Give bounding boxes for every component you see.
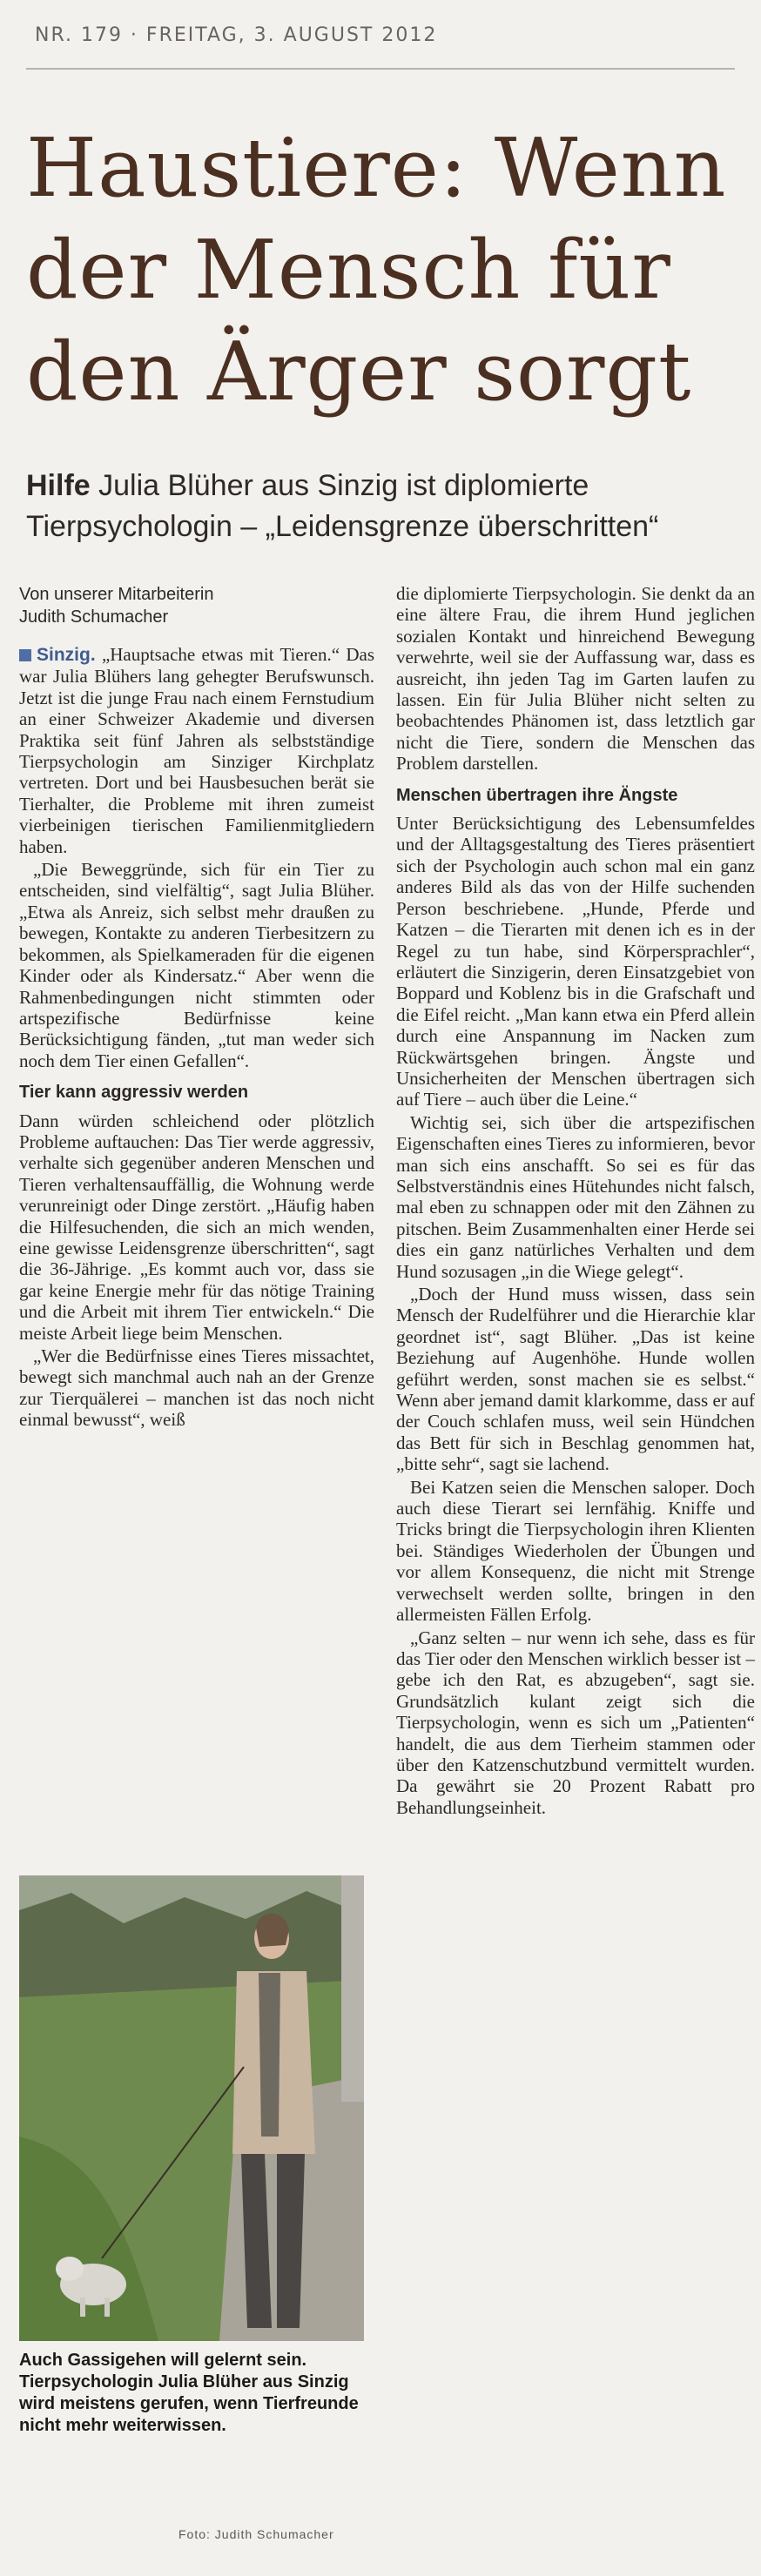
subheadline — [26, 466, 740, 547]
author-line-1: Von unserer Mitarbeiterin — [19, 585, 214, 604]
photo-woman-with-dog — [19, 1875, 364, 2341]
headline: Haustiere: Wenn der Mensch für den Ärger sorgt — [26, 121, 727, 419]
subhead-text: Julia Blüher aus Sinzig ist diplomierte Tierpsychologin – „Leidensgrenze überschritten“ — [26, 469, 659, 543]
paragraph-10: „Ganz selten – nur wenn ich sehe, dass es für das Tier oder den Menschen wirklich besser ist – gebe ich den Rat, es abzugeben“, sagt sie. Grundsätzlich kulant zeigt sich die Tierpsychologin, wenn es sich um „Patienten“ handelt, die aus dem Tierheim stammen oder über den Katzenschutzbund vermittelt wurden. Da gewährt sie 20 Prozent Rabatt pro Behandlungseinheit. — [396, 1627, 755, 1818]
location-marker-icon — [19, 649, 31, 661]
subhead-kicker: Hilfe — [26, 469, 91, 502]
paragraph-9: Bei Katzen seien die Menschen saloper. Doch auch diese Tierart sei lernfähig. Kniffe und Tricks bringt die Tierpsychologin ihren Klienten bei. Ständiges Wiederholen der Übungen und vor allem Konsequenz, die nicht mit Strenge verwechselt werden sollte, bringen in den allermeisten Fällen Erfolg. — [396, 1476, 755, 1626]
paragraph-2: „Die Beweggründe, sich für ein Tier zu entscheiden, sind vielfältig“, sagt Julia Blüher. „Etwa als Anreiz, sich selbst mehr draußen zu bewegen, Kontakte zu anderen Tierbesitzern zu bekommen, als Spielkameraden für die eigenen Kinder oder als Kindersatz.“ Aber wenn die Rahmenbedingungen nicht stimmten oder artspezifische Bedürfnisse keine Berücksichtigung fänden, „tut man weder sich noch dem Tier einen Gefallen“. — [19, 859, 374, 1071]
paragraph-3: Dann würden schleichend oder plötzlich Probleme auftauchen: Das Tier werde aggressiv, verhalte sich gegenüber anderen Menschen und Tieren verhaltensauffällig, die Wohnung werde verunreinigt oder Dinge zerstört. „Häufig haben die Hilfesuchenden, die sich an mich wenden, eine gewisse Leidensgrenze überschritten“, sagt die 36-Jährige. „Es kommt auch vor, dass sie gar keine Energie mehr für das nötige Training und die Arbeit mit ihrem Tier entwickeln.“ Die meiste Arbeit liege beim Menschen. — [19, 1110, 374, 1344]
paragraph-5: die diplomierte Tierpsychologin. Sie denkt da an eine ältere Frau, die ihrem Hund jeglichen sozialen Kontakt und hinreichend Bewegung verwehrte, weil sie der Auffassung war, dass es ausreicht, ihn jeden Tag im Garten laufen zu lassen. Ein für Julia Blüher nicht selten zu beobachtendes Phänomen ist, dass letztlich gar nicht die Tiere, sondern die Menschen das Problem darstellen. — [396, 583, 755, 775]
photo-credit: Foto: Judith Schumacher — [178, 2527, 334, 2541]
article-column-left — [19, 583, 374, 1432]
section-heading-2: Menschen übertragen ihre Ängste — [396, 785, 678, 805]
author-byline — [19, 583, 374, 628]
author-line-2: Judith Schumacher — [19, 607, 169, 627]
paragraph-8: „Doch der Hund muss wissen, dass sein Mensch der Rudelführer und die Hierarchie klar geordnet ist“, sagt Blüher. „Das ist keine Beziehung auf Augenhöhe. Hunde wollen geführt werden, sonst machen sie es selbst.“ Wenn aber jemand damit klarkomme, dass er auf der Couch schlafen muss, weil sein Hündchen das Bett für sich in Beschlag genommen hat, „bitte sehr“, sagt sie lachend. — [396, 1284, 755, 1475]
paragraph-1-text: „Hauptsache etwas mit Tieren.“ Das war Julia Blühers lang gehegter Berufswunsch. Jetzt ist die junge Frau nach einem Fernstudium an einer Schweizer Akademie und diversen Praktika seit fünf Jahren als selbstständige Tierpsychologin am Sinziger Kirchplatz vertreten. Dort und bei Hausbesuchen berät sie Tierhalter, die Probleme mit ihren zumeist vierbeinigen tierischen Familienmitgliedern haben. — [19, 644, 374, 857]
dateline: NR. 179 · FREITAG, 3. AUGUST 2012 — [35, 24, 438, 46]
photo-caption: Auch Gassigehen will gelernt sein. Tierpsychologin Julia Blüher aus Sinzig wird meistens gerufen, wenn Tierfreunde nicht mehr weiterwissen. — [19, 2351, 359, 2435]
paragraph-6: Unter Berücksichtigung des Lebensumfeldes und der Alltagsgestaltung des Tieres präsentiert sich der Psychologin auch schon mal ein ganz anderes Bild als das von der Hilfe suchenden Person beschriebene. „Hunde, Pferde und Katzen – die Tierarten mit denen ich es in der Regel zu tun habe, sind Körpersprachler“, erläutert die Sinzigerin, deren Einsatzgebiet von Boppard und Koblenz bis in die Grafschaft und die Eifel reicht. „Man kann etwa ein Pferd allein durch eine Anspannung im Nacken zum Rückwärtsgehen bringen. Ängste und Unsicherheiten der Menschen übertragen sich auf Tiere – auch über die Leine.“ — [396, 813, 755, 1110]
article-column-right — [396, 583, 755, 1820]
paragraph-1 — [19, 644, 374, 857]
paragraph-4: „Wer die Bedürfnisse eines Tieres missachtet, bewegt sich manchmal auch nah an der Grenze zur Tierquälerei – manchen ist das noch nicht einmal bewusst“, weiß — [19, 1345, 374, 1431]
header-rule — [26, 68, 735, 70]
location-tag: Sinzig. — [37, 645, 96, 665]
section-heading-1: Tier kann aggressiv werden — [19, 1083, 249, 1103]
paragraph-7: Wichtig sei, sich über die artspezifischen Eigenschaften eines Tieres zu informieren, bevor man sich eins anschafft. So sei es für das Selbstverständnis eines Hütehundes nicht falsch, mal eben zu schnappen oder mit den Zähnen zu pitschen. Beim Zusammenhalten einer Herde sei dies ein ganz natürliches Verhalten und dem Hund sozusagen „in die Wiege gelegt“. — [396, 1111, 755, 1282]
article-photo — [19, 1875, 364, 2341]
